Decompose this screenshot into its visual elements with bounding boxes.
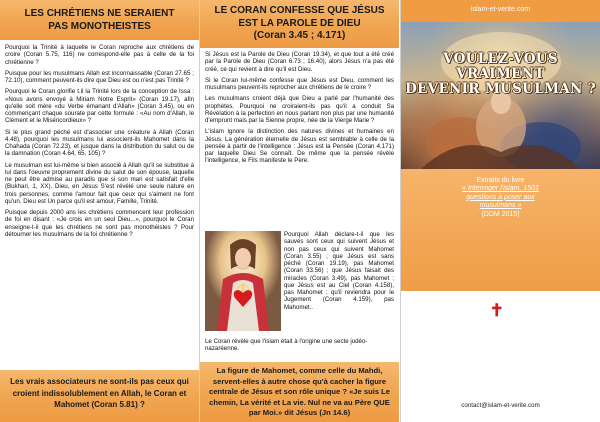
cover-painting	[401, 22, 600, 169]
cover-footer	[401, 352, 600, 422]
paragraph: Puisque pour les musulmans Allah est inconnaissable (Coran 27.65 ; 72.10), comment peuvent-ils dire que Dieu est ou n'est pas Trinité ?	[5, 69, 194, 84]
extract-line: musulmans »	[479, 202, 522, 210]
logo-word-left: ISLAM	[438, 303, 486, 320]
panel-footer: La figure de Mahomet, comme celle du Mahdi, servent-elles à autre chose qu'à cacher la figure centrale de Jésus et son rôle unique ? «Je suis Le chemin, La vérité et La vie. Nul ne va au Père QUE par Moi.» dit Jésus (Jn 14.6)	[200, 362, 399, 422]
extract-line: Extraits du livre	[476, 177, 525, 184]
paragraph: Si Jésus est la Parole de Dieu (Coran 19.34), et que tout a été créé par la Parole de Dieu (Coran 6.73 ; 16.40), alors Jésus n'a pas été créé, ce qui revient à dire qu'il est Dieu.	[205, 51, 394, 73]
paragraph: Pourquoi la Trinité à laquelle le Coran reproche aux chrétiens de croire (Coran 5.75, 116) ne correspond-elle pas à celle de la foi chrétienne ?	[5, 44, 194, 66]
panel-cover	[401, 0, 600, 422]
panel-coran-jesus-word	[200, 0, 399, 422]
paragraph: Le musulman est lui-même si bien associé à Allah qu'il se substitue à lui dans l'oeuvre proprement divine du salut de son épouse, laquelle ne peut être admise au paradis que si son mari est satisfait d'elle (Bukhari, 1, XX). Dieu, en Jésus S'est révélé une seule nature en trois personnes, comme l'amour fait que ceux qui s'aiment ne font qu'un. Dieu est Un parce qu'il est amour, Famille, Trinité.	[5, 161, 194, 205]
cover-title-line: VOULEZ-VOUS	[443, 51, 558, 67]
tagline: Qui peut venir après le Christ, sinon l'Antichrist ?	[429, 326, 572, 332]
paragraph: Pourquoi Allah déclare-t-il que les sauvés sont ceux qui suivent Jésus et non pas ceux qui suivent Mahomet (Coran 3.55) ; que Jésus est sans péché (Coran 19.19), pas Mahomet (Coran 33.56) ; que Jésus faisait des miracles (Coran 3.49), pas Mahomet ; que Jésus est au Ciel (Coran 4.158), pas Mahomet ; qu'il reviendra pour le Jugement (Coran 4.159), pas Mahomet..	[284, 231, 394, 311]
cover-title-line: DEVENIR MUSULMAN ?	[405, 81, 596, 97]
logo-text	[401, 301, 600, 321]
book-extract-info	[401, 169, 600, 219]
paragraph: Puisque depuis 2000 ans les chrétiens commencent leur profession de foi en disant : «Je crois en un seul Dieu...», pourquoi le Coran enseigne-t-il que les chrétiens ne sont pas monothéistes ? Pour détourner les musulmans de la foi chrétienne ?	[5, 209, 194, 238]
cross-icon: ✝	[489, 301, 504, 320]
panel-body	[205, 51, 394, 169]
panel-title	[0, 0, 199, 40]
paragraph: Pourquoi le Coran glorifie t.il la Trinité lors de la conception de Issa : «Nous avons envoyé à Miriam Notre Esprit» (Coran 19.17), afin qu'elle soit mère «du Verbe émanant d'Allah» (Coran 3.45), ou en commençant chaque sourate par cette formule : «Au nom d'Allah, le Clément et le Miséricordieux» ?	[5, 88, 194, 125]
panel-footer: Les vrais associateurs ne sont-ils pas ceux qui croient indissolublement en Allah, le Coran et Mahomet (Coran 5.81) ?	[0, 370, 199, 422]
paragraph: Si le Coran lui-même confesse que Jésus est Dieu, comment les musulmans peuvent-ils reprocher aux chrétiens de le croire ?	[205, 76, 394, 91]
title-line: PAS MONOTHEISTES	[48, 21, 151, 32]
logo-word-right: VÉRITÉ	[508, 303, 563, 320]
extract-line: questions à poser aux	[466, 193, 535, 201]
title-line: LES CHRÉTIENS NE SERAIENT	[24, 8, 175, 19]
extract-line: « Interroger l'islam, 1501	[462, 185, 539, 193]
site-url[interactable]: islam-et-verite.com	[470, 6, 531, 13]
title-line: EST LA PAROLE DE DIEU	[238, 17, 361, 29]
paragraph: Si le plus grand péché est d'associer une créature à Allah (Coran 4.48), pourquoi les musulmans lui associent-ils Mahomet dans la Chahada (Coran 72.23), et jusque dans la distribution du salut ou de la damnation (Coran 4.64, 65, 105) ?	[5, 128, 194, 158]
cover-title-line: VRAIMENT	[456, 66, 545, 82]
sacred-heart-icon	[205, 231, 281, 331]
contact-email[interactable]: contact@islam-et-verite.com	[461, 402, 540, 409]
sacred-heart-image	[205, 231, 281, 331]
panel-body	[5, 44, 194, 242]
paragraph: Les musulmans croient déjà que Dieu a parlé par l'humanité des prophètes. Pourquoi ne croiraient-ils pas qu'il a conduit Sa Révélation à la perfection en nous parlant non plus par une humanité d'emprunt mais par la Sienne propre, née de la Vierge Marie ?	[205, 95, 394, 124]
title-line: (Coran 3.45 ; 4.171)	[253, 30, 346, 41]
panel-christians-monotheists	[0, 0, 199, 422]
title-line: LE CORAN CONFESSE QUE JÉSUS	[214, 5, 385, 16]
extract-line: (DDM 2015)	[481, 210, 520, 218]
cover-title	[401, 52, 600, 97]
paragraph: Le Coran révèle que l'islam était à l'origine une secte judéo-nazaréenne.	[205, 338, 368, 353]
panel-title	[200, 0, 399, 48]
paragraph: L'islam ignore la distinction des natures divines et humaines en Jésus. La génération éternelle de Jésus est semblable à celle de la pensée à partir de l'intelligence : Jésus est la Pensée (Coran 4.171) par laquelle Dieu Se connaît. De même que la pensée révèle l'intelligence, le Fils manifeste le Père.	[205, 128, 394, 165]
